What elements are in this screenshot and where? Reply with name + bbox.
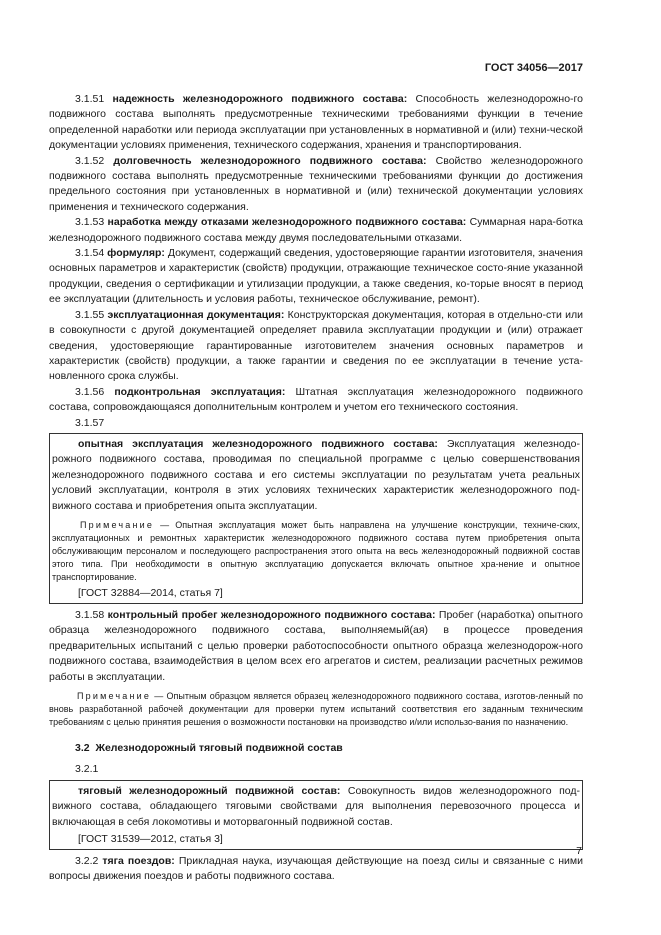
- note-label: Примечание: [80, 519, 155, 530]
- clause-number: 3.1.56: [75, 385, 105, 398]
- term: тяговый железнодорожный подвижной состав:: [78, 784, 341, 797]
- definition-text: Конструкторская документация, которая в отдельно-сти или в совокупности с другой документацией определяет правила эксплуатации продукции и (или) отражает сведения, удостоверяющие гарантированные изготовителем значения основных параметров и характеристик (свойств) продукции, а также гарантии и сведения по ее эксплуатации в течение уста-новленного срока службы.: [49, 308, 584, 383]
- term: формуляр:: [107, 247, 165, 260]
- term: подконтрольная эксплуатация:: [114, 385, 286, 398]
- source-reference: [ГОСТ 31539—2012, статья 3]: [78, 833, 223, 846]
- term: надежность железнодорожного подвижного состава:: [112, 93, 408, 105]
- note-text: — Опытная эксплуатация может быть направлена на улучшение конструкции, техниче-ских, эксплуатационных и ремонтных характеристик железнодорожного подвижного состава путем приобретения опыта обслуживающим персоналом и последующего распространения этого опыта на весь железнодорожный подвижной состав этого типа. При необходимости в опытную эксплуатацию допускается включать опытное хра-нение и опытное транспортирование.: [52, 519, 580, 582]
- definition-3-1-53: [49, 215, 583, 246]
- term: тяга поездов:: [102, 855, 175, 868]
- definition-3-2-1: [52, 784, 580, 830]
- note-3-1-58: [49, 690, 583, 729]
- definition-3-1-54: [49, 246, 583, 308]
- definition-text: Суммарная нара-ботка железнодорожного подвижного состава между двумя последовательными отказами.: [49, 216, 583, 244]
- term: эксплуатационная документация:: [107, 308, 285, 321]
- definition-3-1-58: [49, 608, 583, 685]
- definition-box-3-2-1: [49, 780, 583, 850]
- definition-3-1-52: [49, 154, 583, 216]
- clause-number: 3.1.54: [75, 247, 105, 260]
- definition-text: Штатная эксплуатация железнодорожного подвижного состава, сопровождающаяся дополнительным контролем и учетом его технического состояния.: [49, 385, 583, 414]
- clause-number: 3.1.53: [75, 216, 105, 229]
- definition-box-3-1-57: [49, 433, 583, 604]
- definition-3-2-2: [49, 854, 583, 885]
- definition-text: Способность железнодорожно-го подвижного состава выполнять предусмотренные техническими требованиями функции в течение определенной наработки или периода эксплуатации при установленных в нормативной и (или) техни-ческой документации условиях применения, технического содержания, хранения и транспортирования.: [49, 93, 583, 152]
- section-heading-3-2: [49, 741, 583, 756]
- note-text: — Опытным образцом является образец железнодорожного подвижного состава, изготов-ленный по вновь разработанной рабочей документации для проверки путем испытаний соответствия его заданным техническим требованиям с целью принятия решения о возможности постановки на производство и/или использо-вания по назначению.: [49, 691, 583, 727]
- note-label: Примечание: [77, 691, 152, 701]
- definition-text: Свойство железнодорожного подвижного состава выполнять предусмотренные техническими требованиями функции до достижения предельного состояния при установленных в нормативной и (или) технической документации условиях применения и технического содержания.: [49, 154, 584, 213]
- section-title: Железнодорожный тяговый подвижной состав: [95, 742, 343, 754]
- definition-text: Документ, содержащий сведения, удостоверяющие гарантии изготовителя, значения основных параметров и характеристик (свойств) продукции, отражающие техническое состо-яние указанной продукции, сведения о сертификации и утилизации продукции, а также сведения, ко-торые вносят в период ее эксплуатации (длительность и условия работы, техническое обслуживание, ремонт).: [49, 247, 583, 306]
- term: контрольный пробег железнодорожного подвижного состава:: [107, 608, 436, 621]
- document-code: ГОСТ 34056—2017: [484, 62, 583, 74]
- page-number: 7: [576, 845, 582, 857]
- definition-text: Совокупность видов железнодорожного под-вижного состава, обладающего тяговыми свойствами для выполнения перевозочного процесса и включающая в себя локомотивы и моторвагонный подвижной состав.: [52, 784, 580, 828]
- document-body: [49, 92, 583, 885]
- clause-number: 3.2.2: [75, 855, 99, 868]
- term: опытная эксплуатация железнодорожного подвижного состава:: [78, 437, 438, 450]
- term: долговечность железнодорожного подвижного состава:: [113, 154, 427, 167]
- clause-number: 3.1.55: [75, 308, 105, 321]
- note-3-1-57: [52, 519, 580, 584]
- section-number: 3.2: [75, 742, 90, 754]
- clause-number: 3.1.51: [75, 93, 105, 105]
- definition-3-1-56: [49, 385, 583, 416]
- definition-text: Прикладная наука, изучающая действующие на поезд силы и связанные с ними вопросы движения поездов и работы подвижного состава.: [49, 855, 584, 883]
- definition-text: Эксплуатация железнодо-рожного подвижного состава, проводимая по специальной программе с целью совершенствования железнодорожного подвижного состава и его системы эксплуатации по результатам учета реальных условий эксплуатации, контроля в этих условиях технических характеристик железнодорожного под-вижного состава и приобретения опыта эксплуатации.: [52, 437, 580, 512]
- clause-number: 3.1.52: [75, 154, 105, 167]
- clause-number-3-2-1: 3.2.1: [75, 763, 99, 776]
- definition-3-1-51: [49, 92, 583, 154]
- definition-text: Пробег (наработка) опытного образца железнодорожного подвижного состава, выполняемый(ая) в процессе проведения предварительных испытаний с целью проверки работоспособности опытного образца железнодорож-ного подвижного состава, взаимодействия в целом всех его агрегатов и систем, реализации расчетных режимов работы в эксплуатации.: [49, 608, 583, 683]
- clause-number: 3.1.58: [75, 608, 105, 621]
- source-reference: [ГОСТ 32884—2014, статья 7]: [78, 586, 223, 599]
- clause-number-3-1-57: 3.1.57: [75, 416, 105, 429]
- definition-3-1-57: [52, 437, 580, 514]
- term: наработка между отказами железнодорожного подвижного состава:: [107, 216, 467, 229]
- definition-3-1-55: [49, 308, 583, 385]
